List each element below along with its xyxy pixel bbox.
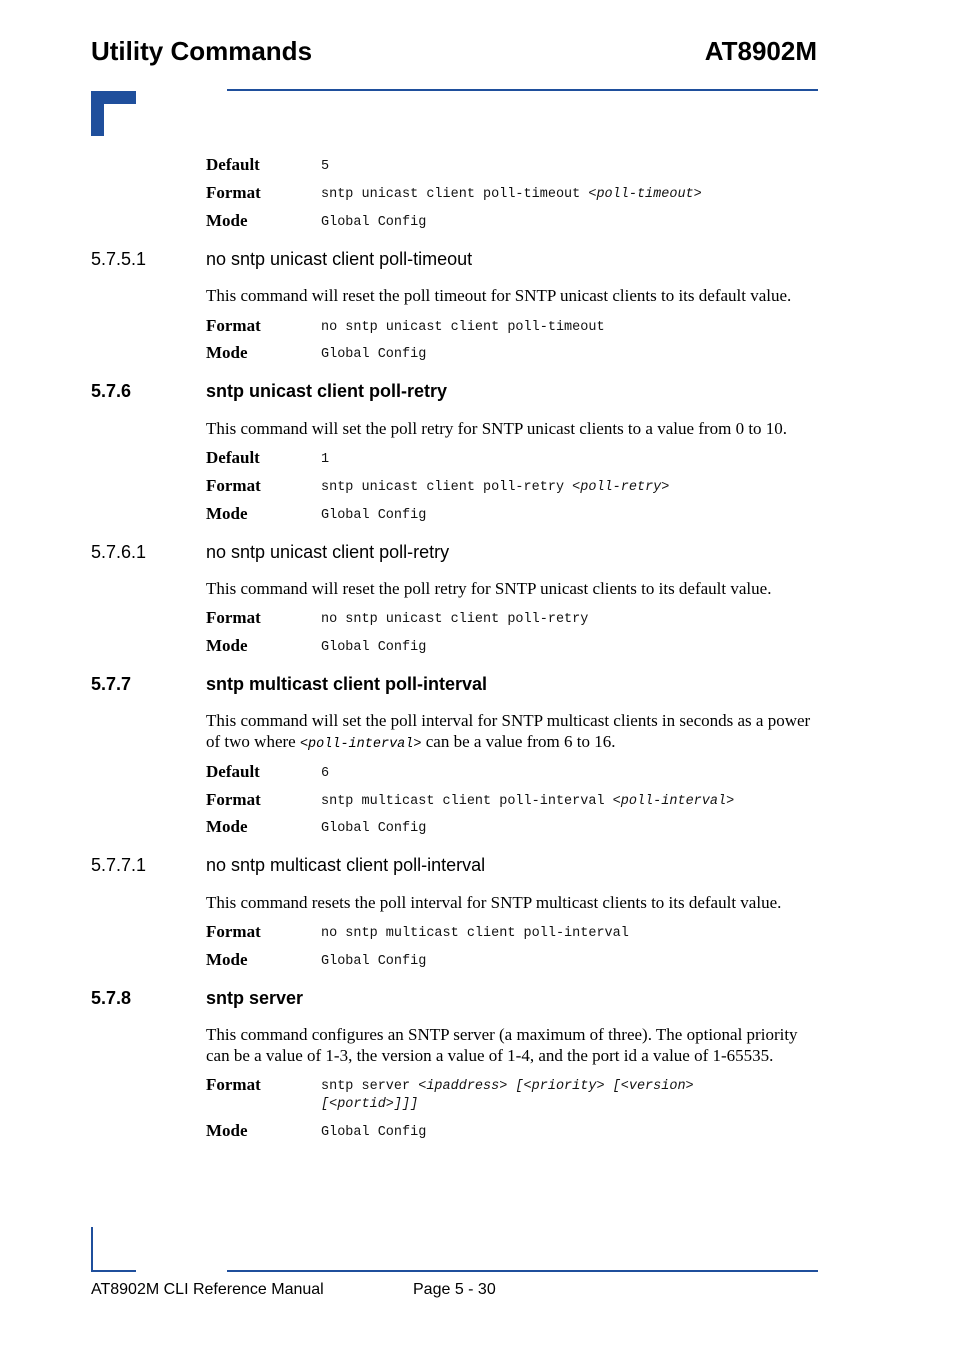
mode-value: Global Config bbox=[321, 1125, 427, 1140]
top-default-label: Default bbox=[206, 155, 260, 174]
section-number: 5.7.8 bbox=[91, 988, 132, 1008]
default-value: 1 bbox=[321, 452, 330, 467]
top-format-label: Format bbox=[206, 183, 261, 202]
top-mode-label: Mode bbox=[206, 211, 248, 230]
mode-label: Mode bbox=[206, 817, 248, 836]
format-label: Format bbox=[206, 608, 261, 627]
section-desc: This command resets the poll interval for SNTP multicast clients to its default value. bbox=[206, 893, 782, 912]
section-desc: This command will reset the poll retry for SNTP unicast clients to its default value. bbox=[206, 579, 772, 598]
section-title: no sntp unicast client poll-retry bbox=[206, 542, 450, 562]
format-label: Format bbox=[206, 316, 261, 335]
format-value: sntp multicast client poll-interval <poll-interval> bbox=[321, 794, 735, 809]
format-value: no sntp unicast client poll-retry bbox=[321, 612, 589, 627]
mode-label: Mode bbox=[206, 1121, 248, 1140]
format-value-continued: [<portid>]]] bbox=[321, 1097, 419, 1112]
section-desc: This command configures an SNTP server (a maximum of three). The optional priority can be a value of 1-3, the version a value of 1-4, and the port id a value of 1-65535. bbox=[206, 1025, 798, 1065]
header-left-title: Utility Commands bbox=[91, 36, 313, 66]
footer-rule bbox=[227, 1270, 818, 1272]
mode-value: Global Config bbox=[321, 508, 427, 523]
mode-value: Global Config bbox=[321, 954, 427, 969]
format-label: Format bbox=[206, 476, 261, 495]
corner-mark-bottom bbox=[91, 1227, 93, 1272]
section-number: 5.7.7.1 bbox=[91, 855, 147, 875]
mode-label: Mode bbox=[206, 343, 248, 362]
section-number: 5.7.7 bbox=[91, 674, 132, 694]
mode-value: Global Config bbox=[321, 821, 427, 836]
corner-mark-top bbox=[91, 91, 136, 136]
format-value: sntp server <ipaddress> [<priority> [<version> bbox=[321, 1079, 694, 1094]
header-rule bbox=[227, 89, 818, 91]
section-number: 5.7.6 bbox=[91, 381, 132, 401]
footer-page-number: Page 5 - 30 bbox=[413, 1281, 496, 1298]
format-value: sntp unicast client poll-retry <poll-retry> bbox=[321, 480, 670, 495]
top-default-value: 5 bbox=[321, 159, 330, 174]
format-label: Format bbox=[206, 1075, 261, 1094]
footer-manual-title: AT8902M CLI Reference Manual bbox=[91, 1281, 324, 1298]
format-label: Format bbox=[206, 922, 261, 941]
default-value: 6 bbox=[321, 766, 330, 781]
mode-label: Mode bbox=[206, 504, 248, 523]
mode-label: Mode bbox=[206, 636, 248, 655]
section-number: 5.7.5.1 bbox=[91, 249, 147, 269]
section-title: sntp unicast client poll-retry bbox=[206, 381, 448, 401]
section-title: sntp server bbox=[206, 988, 304, 1008]
mode-label: Mode bbox=[206, 950, 248, 969]
section-number: 5.7.6.1 bbox=[91, 542, 147, 562]
default-label: Default bbox=[206, 448, 260, 467]
section-desc: This command will set the poll retry for SNTP unicast clients to a value from 0 to 10. bbox=[206, 419, 788, 438]
format-value: no sntp unicast client poll-timeout bbox=[321, 320, 605, 335]
corner-mark-bottom-base bbox=[91, 1270, 136, 1272]
mode-value: Global Config bbox=[321, 640, 427, 655]
section-title: no sntp multicast client poll-interval bbox=[206, 855, 486, 875]
format-value: no sntp multicast client poll-interval bbox=[321, 926, 629, 941]
top-format-value: sntp unicast client poll-timeout <poll-timeout> bbox=[321, 187, 702, 202]
format-label: Format bbox=[206, 790, 261, 809]
top-mode-value: Global Config bbox=[321, 215, 427, 230]
header-right-title: AT8902M bbox=[704, 36, 817, 66]
default-label: Default bbox=[206, 762, 260, 781]
section-desc: This command will set the poll interval for SNTP multicast clients in seconds as a power of two where <poll-interval> can be a value from 6 to 16. bbox=[206, 711, 811, 752]
section-title: sntp multicast client poll-interval bbox=[206, 674, 488, 694]
section-desc: This command will reset the poll timeout for SNTP unicast clients to its default value. bbox=[206, 286, 792, 305]
section-title: no sntp unicast client poll-timeout bbox=[206, 249, 473, 269]
mode-value: Global Config bbox=[321, 347, 427, 362]
